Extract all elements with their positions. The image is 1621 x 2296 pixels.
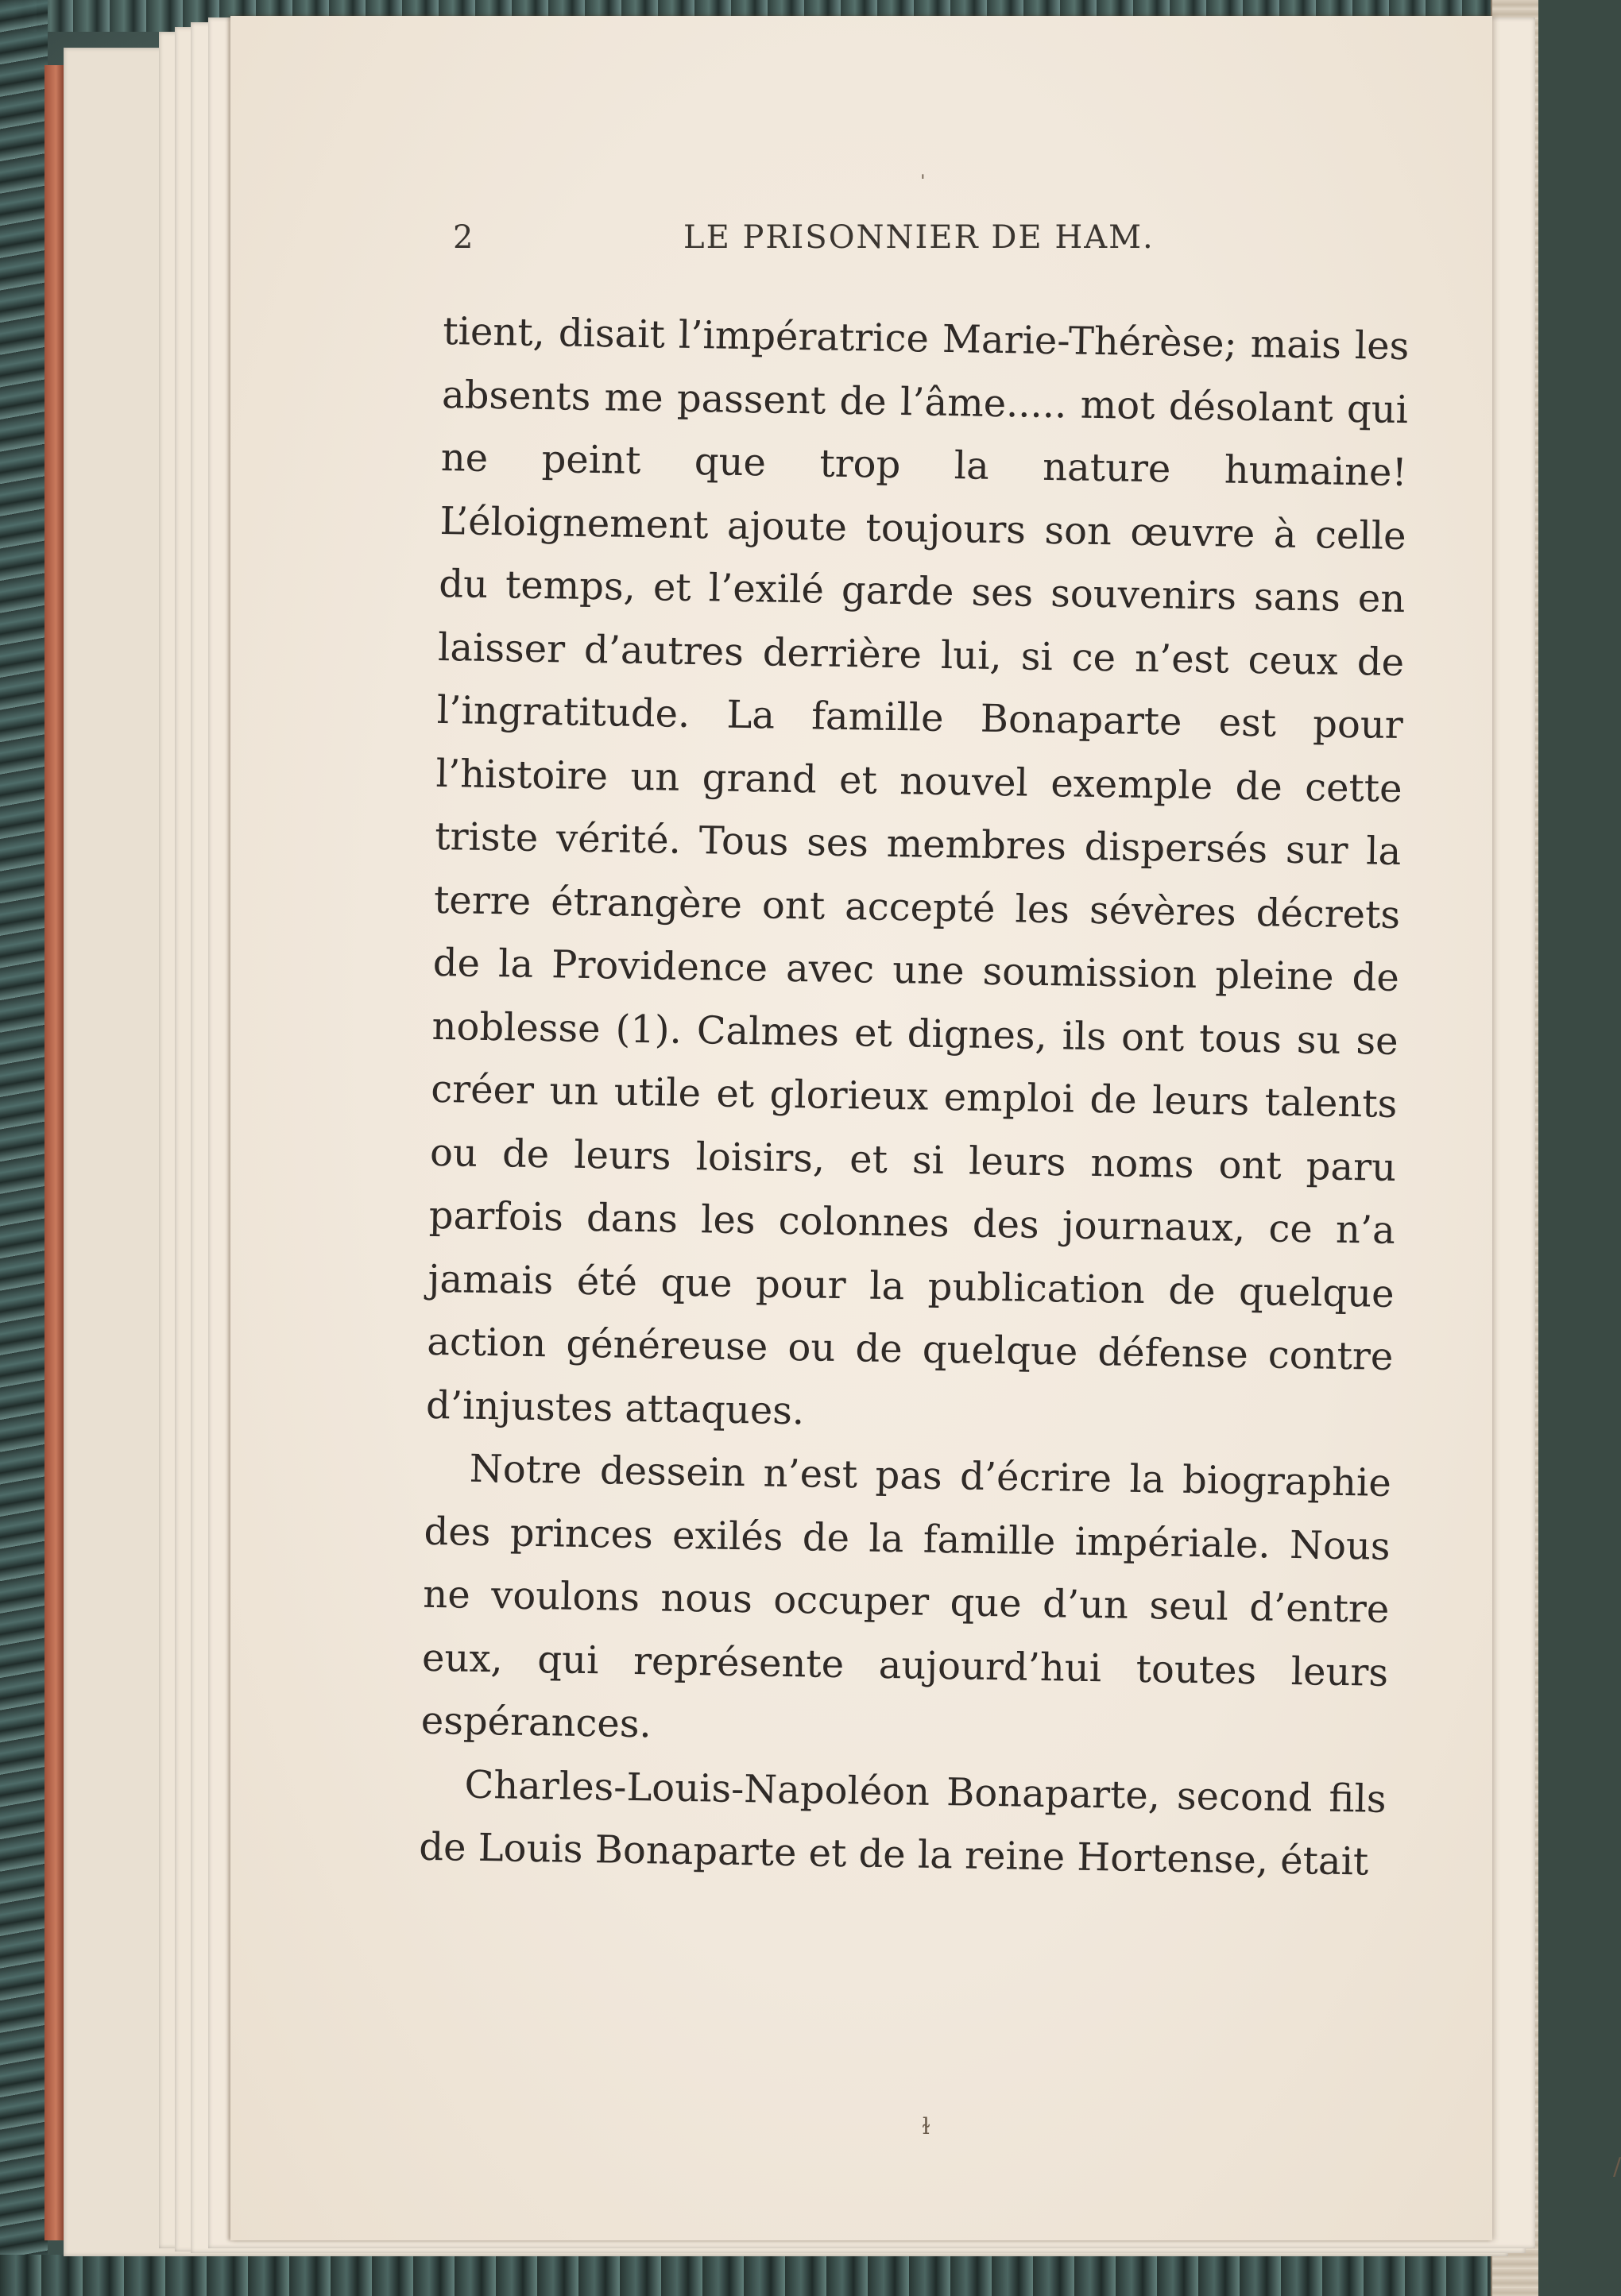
marbled-cover-bottom — [0, 2255, 1538, 2296]
paragraph: Notre dessein n’est pas d’écrire la biographie des princes exilés de la famille impériale. Nous ne voulons nous occuper que d’un seul d’entre eux, qui représente aujourd’hui toutes leurs espérances. — [420, 1446, 1392, 1747]
paragraph: Charles-Louis-Napoléon Bonaparte, second fils de Louis Bonaparte et de la reine Hortense, était — [418, 1762, 1387, 1884]
ink-speck: / — [1613, 2153, 1621, 2181]
body-text — [419, 300, 1410, 1894]
book-page — [230, 16, 1621, 2240]
ink-speck: ɫ — [922, 2113, 930, 2139]
paragraph-continued: tient, disait l’impératrice Marie-Thérèse; mais les absents me passent de l’âme..... mot désolant qui ne peint que trop la nature humaine! L’éloignement ajoute toujours son œuvre à celle du temps, et l’exilé garde ses souvenirs sans en laisser d’autres derrière lui, si ce n’est ceux de l’ingratitude. La famille Bonaparte est pour l’histoire un grand et nouvel exemple de cette triste vérité. Tous ses membres dispersés sur la terre étrangère ont accepté les sévères décrets de la Providence avec une soumission pleine de noblesse (1). Calmes et dignes, ils ont tous su se créer un utile et glorieux emploi de leurs talents ou de leurs loisirs, et si leurs noms ont paru parfois dans les colonnes des journaux, ce n’a jamais été que pour la publication de quelque action généreuse ou de quelque défense contre d’injustes attaques. — [425, 308, 1410, 1433]
red-page-edge — [44, 65, 64, 2240]
ink-speck: ˈ — [920, 172, 926, 194]
page-number: 2 — [453, 219, 474, 256]
running-title: LE PRISONNIER DE HAM. — [683, 219, 1155, 256]
running-head — [453, 219, 1422, 267]
marbled-cover-left — [0, 0, 48, 2296]
